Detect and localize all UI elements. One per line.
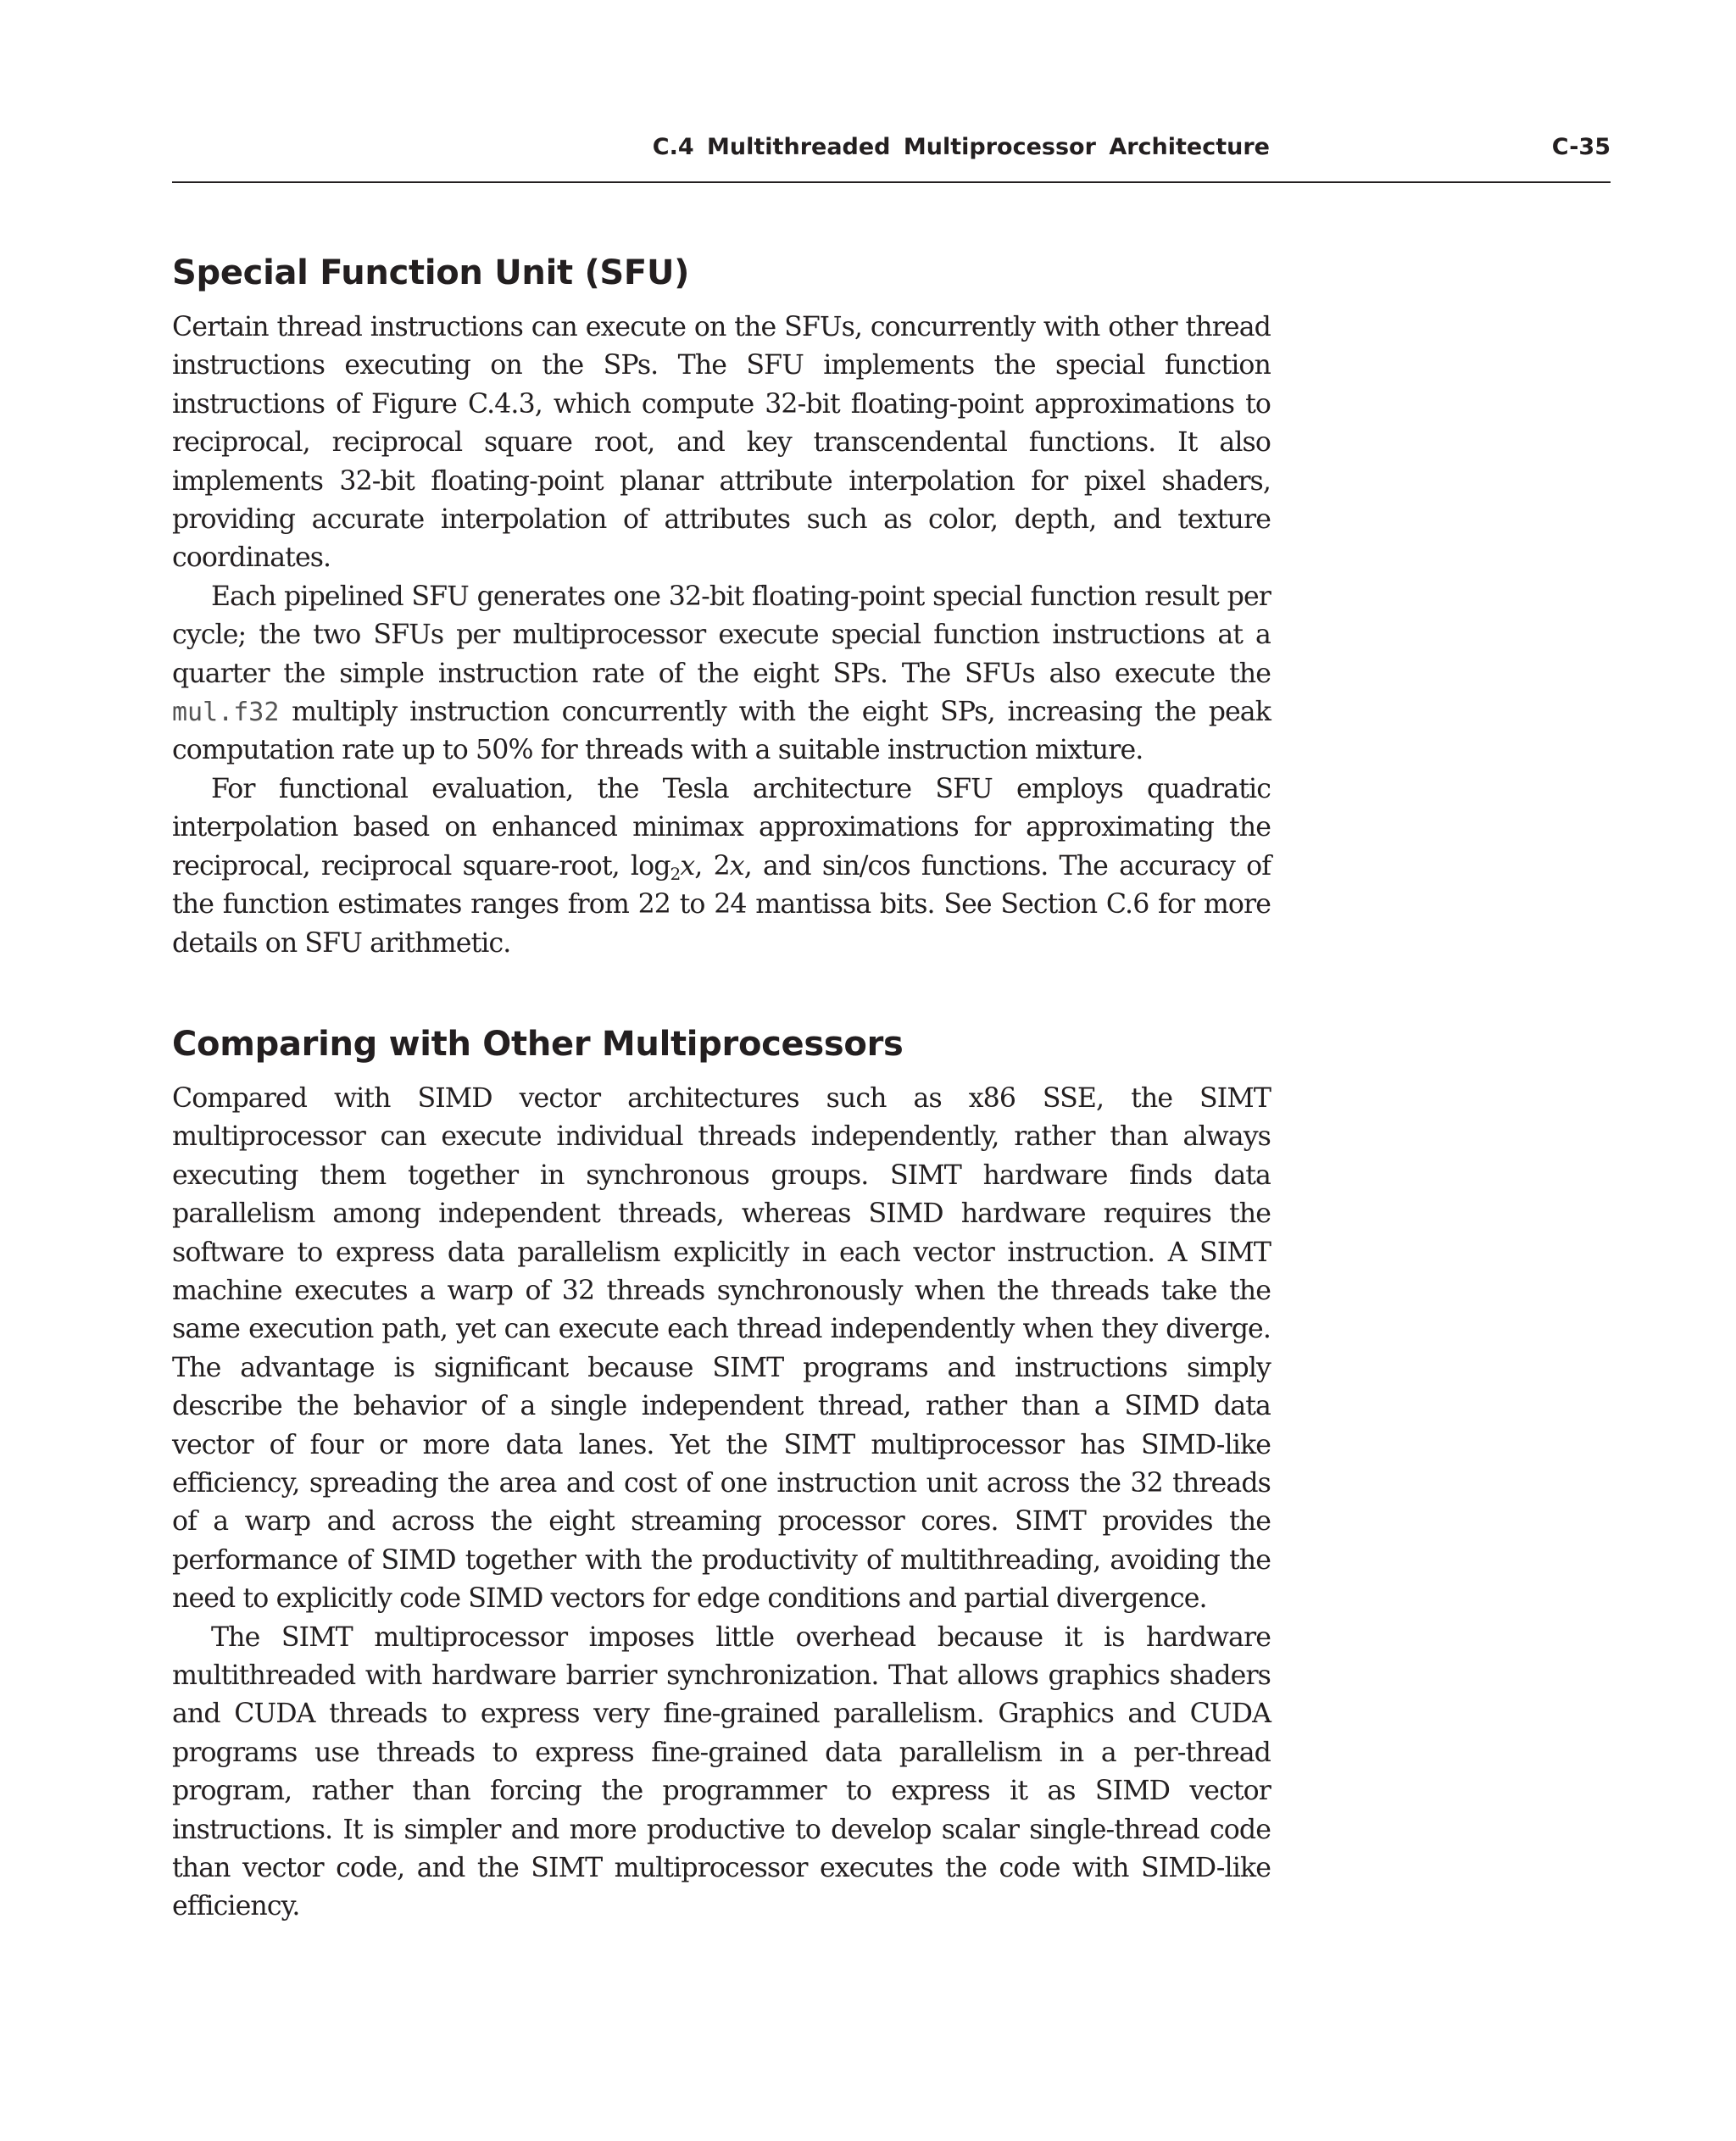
paragraph-sfu-3-text-c: , and sin/cos functions. The accuracy of the function estimates ranges from 22 to 24 mantissa bits. See Section C.6 for more details on SFU arithmetic.: [172, 850, 1271, 959]
paragraph-comparing-1: Compared with SIMD vector architectures such as x86 SSE, the SIMT multiprocessor can execute individual threads independently, rather than always executing them together in synchronous groups. SIMT hardware finds data parallelism among independent threads, whereas SIMD hardware requires the software to express data parallelism explicitly in each vector instruction. A SIMT machine executes a warp of 32 threads synchronously when the threads take the same execution path, yet can execute each thread independently when they diverge. The advantage is significant because SIMT programs and instructions simply describe the behavior of a single independent thread, rather than a SIMD data vector of four or more data lanes. Yet the SIMT multiprocessor has SIMD-like efficiency, spreading the area and cost of one instruction unit across the 32 threads of a warp and across the eight streaming processor cores. SIMT provides the performance of SIMD together with the productivity of multithreading, avoiding the need to explicitly code SIMD vectors for edge conditions and partial divergence.: [172, 1082, 1271, 1615]
paragraph-sfu-3: [172, 770, 1271, 963]
running-head-section-title: C.4 Multithreaded Multiprocessor Architecture: [652, 134, 1270, 160]
math-var-x-2: x: [729, 850, 744, 881]
paragraph-sfu-3-text-b: , 2: [694, 850, 730, 881]
section-heading-comparing: Comparing with Other Multiprocessors: [172, 1024, 904, 1064]
math-var-x-1: x: [680, 850, 695, 881]
page-body: [172, 251, 1271, 1927]
paragraph-sfu-3-text-a: For functional evaluation, the Tesla architecture SFU employs quadratic interpolation based on enhanced minimax approximations for approximating the reciprocal, reciprocal square-root, log: [172, 773, 1271, 881]
paragraph-sfu-2-text-a: Each pipelined SFU generates one 32-bit floating-point special function result per cycle; the two SFUs per multiprocessor execute special function instructions at a quarter the simple instruction rate of the eight SPs. The SFUs also execute the: [172, 581, 1271, 689]
paragraph-sfu-2: [172, 578, 1271, 770]
paragraph-sfu-2-text-b: multiply instruction concurrently with the eight SPs, increasing the peak computation rate up to 50% for threads with a suitable instruction mixture.: [172, 697, 1271, 766]
paragraph-comparing-2: The SIMT multiprocessor imposes little overhead because it is hardware multithreaded with hardware barrier synchronization. That allows graphics shaders and CUDA threads to express very fine-grained parallelism. Graphics and CUDA programs use threads to express fine-grained data parallelism in a per-thread program, rather than forcing the programmer to express it as SIMD vector instructions. It is simpler and more productive to develop scalar single-thread code than vector code, and the SIMT multiprocessor executes the code with SIMD-like efficiency.: [172, 1621, 1271, 1922]
running-head: [172, 134, 1611, 183]
log-subscript: 2: [670, 863, 681, 884]
inline-code-mul-f32: mul.f32: [172, 698, 280, 728]
paragraph-sfu-1: Certain thread instructions can execute on the SFUs, concurrently with other thread instructions executing on the SPs. The SFU implements the special function instructions of Figure C.4.3, which compute 32-bit floating-point approximations to reciprocal, reciprocal square root, and key transcendental functions. It also implements 32-bit floating-point planar attribute interpolation for pixel shaders, providing accurate interpolation of attributes such as color, depth, and texture coordinates.: [172, 312, 1271, 574]
section-heading-sfu: Special Function Unit (SFU): [172, 253, 690, 292]
page-number: C-35: [1551, 134, 1611, 160]
